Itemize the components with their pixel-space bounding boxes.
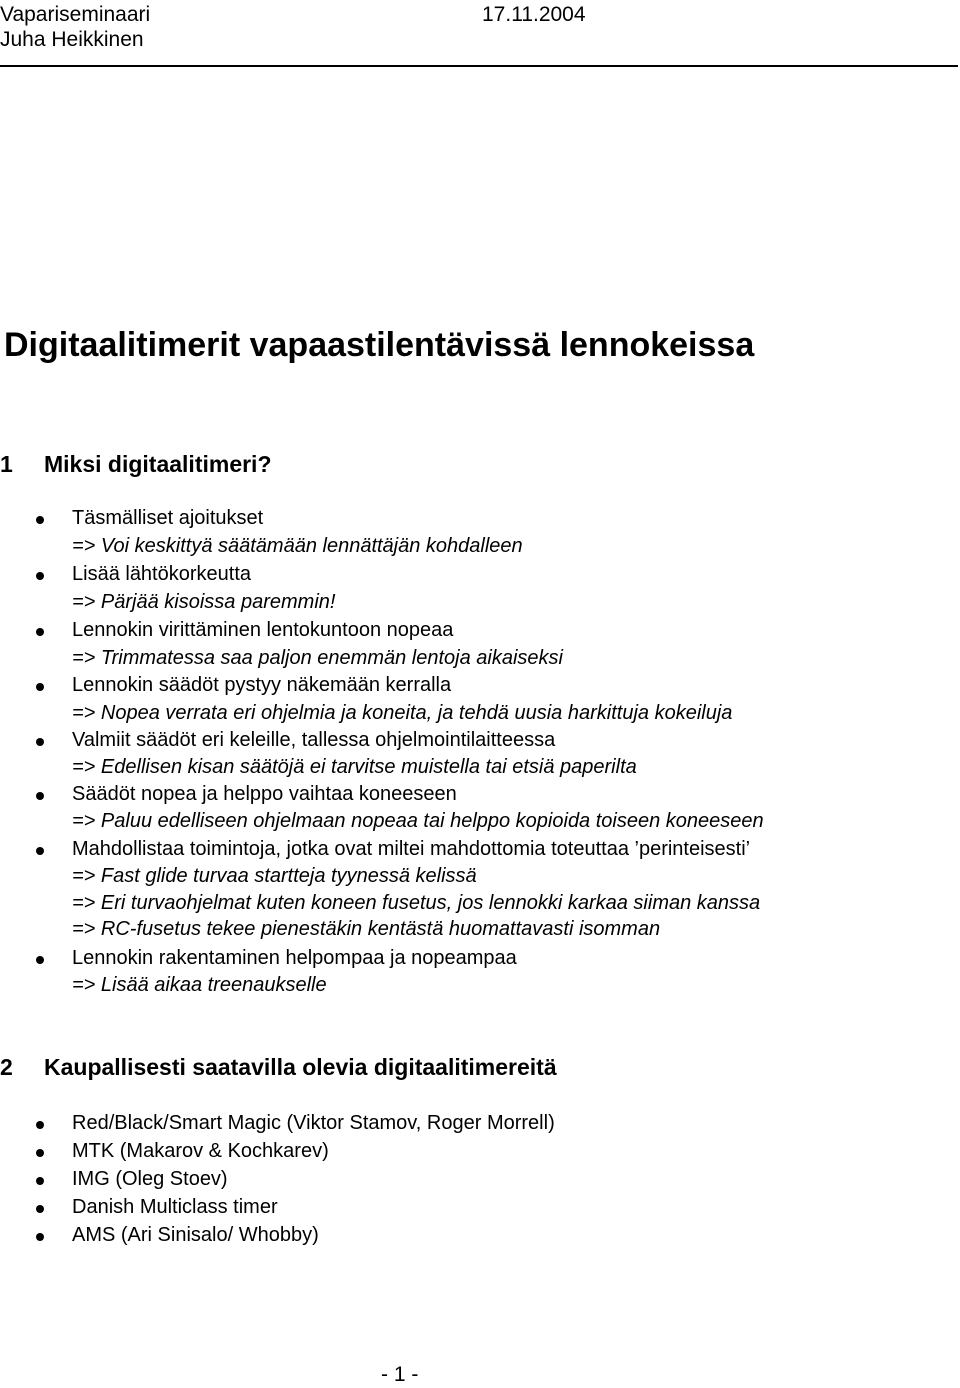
bullet-icon: [36, 847, 44, 855]
bullet-icon: [36, 683, 44, 691]
section-number: 2: [0, 1054, 13, 1080]
document-title: Digitaalitimerit vapaastilentävissä lennokeissa: [4, 326, 755, 364]
list-item-text: Lisää lähtökorkeutta: [72, 563, 252, 585]
bullet-icon: [36, 1149, 44, 1157]
list-item-note: => Fast glide turvaa startteja tyynessä kelissä: [72, 865, 477, 887]
section-title: Miksi digitaalitimeri?: [44, 451, 272, 477]
list-item-note: => Nopea verrata eri ohjelmia ja koneita, ja tehdä uusia harkittuja kokeiluja: [72, 702, 733, 724]
bullet-icon: [36, 956, 44, 964]
list-item-note: => Paluu edelliseen ohjelmaan nopeaa tai helppo kopioida toiseen koneeseen: [72, 810, 764, 832]
bullet-icon: [36, 1121, 44, 1129]
section-title: Kaupallisesti saatavilla olevia digitaalitimereitä: [44, 1054, 557, 1080]
list-item-text: MTK (Makarov & Kochkarev): [72, 1140, 329, 1162]
bullet-icon: [36, 1177, 44, 1185]
section-1-heading: [0, 449, 272, 479]
list-item-text: AMS (Ari Sinisalo/ Whobby): [72, 1224, 319, 1246]
section-2-heading: [0, 1052, 557, 1082]
list-item-note: => Trimmatessa saa paljon enemmän lentoja aikaiseksi: [72, 647, 563, 669]
list-item-text: Lennokin virittäminen lentokuntoon nopeaa: [72, 619, 454, 641]
header-date: 17.11.2004: [482, 3, 586, 26]
list-item-text: Lennokin säädöt pystyy näkemään kerralla: [72, 674, 452, 696]
header-author: Juha Heikkinen: [0, 28, 144, 51]
header-divider: [0, 65, 958, 67]
list-item-text: IMG (Oleg Stoev): [72, 1168, 228, 1190]
bullet-icon: [36, 1205, 44, 1213]
section-number: 1: [0, 451, 13, 477]
list-item-text: Täsmälliset ajoitukset: [72, 507, 264, 529]
list-item-text: Säädöt nopea ja helppo vaihtaa koneeseen: [72, 783, 457, 805]
bullet-icon: [36, 628, 44, 636]
header-event: Vapariseminaari: [0, 3, 151, 26]
list-item-note: => Edellisen kisan säätöjä ei tarvitse muistella tai etsiä paperilta: [72, 756, 637, 778]
bullet-icon: [36, 738, 44, 746]
list-item-note: => RC-fusetus tekee pienestäkin kentästä huomattavasti isomman: [72, 918, 661, 940]
list-item-note: => Pärjää kisoissa paremmin!: [72, 591, 336, 613]
bullet-icon: [36, 1233, 44, 1241]
bullet-icon: [36, 792, 44, 800]
list-item-note: => Voi keskittyä säätämään lennättäjän kohdalleen: [72, 535, 523, 557]
list-item-text: Valmiit säädöt eri keleille, tallessa ohjelmointilaitteessa: [72, 729, 556, 751]
list-item-text: Danish Multiclass timer: [72, 1196, 278, 1218]
page-number: - 1 -: [381, 1363, 419, 1386]
list-item-text: Mahdollistaa toimintoja, jotka ovat miltei mahdottomia toteuttaa ’perinteisesti’: [72, 838, 751, 860]
list-item-text: Red/Black/Smart Magic (Viktor Stamov, Roger Morrell): [72, 1112, 555, 1134]
bullet-icon: [36, 572, 44, 580]
bullet-icon: [36, 516, 44, 524]
list-item-text: Lennokin rakentaminen helpompaa ja nopeampaa: [72, 947, 517, 969]
list-item-note: => Lisää aikaa treenaukselle: [72, 974, 327, 996]
list-item-note: => Eri turvaohjelmat kuten koneen fusetus, jos lennokki karkaa siiman kanssa: [72, 892, 761, 914]
